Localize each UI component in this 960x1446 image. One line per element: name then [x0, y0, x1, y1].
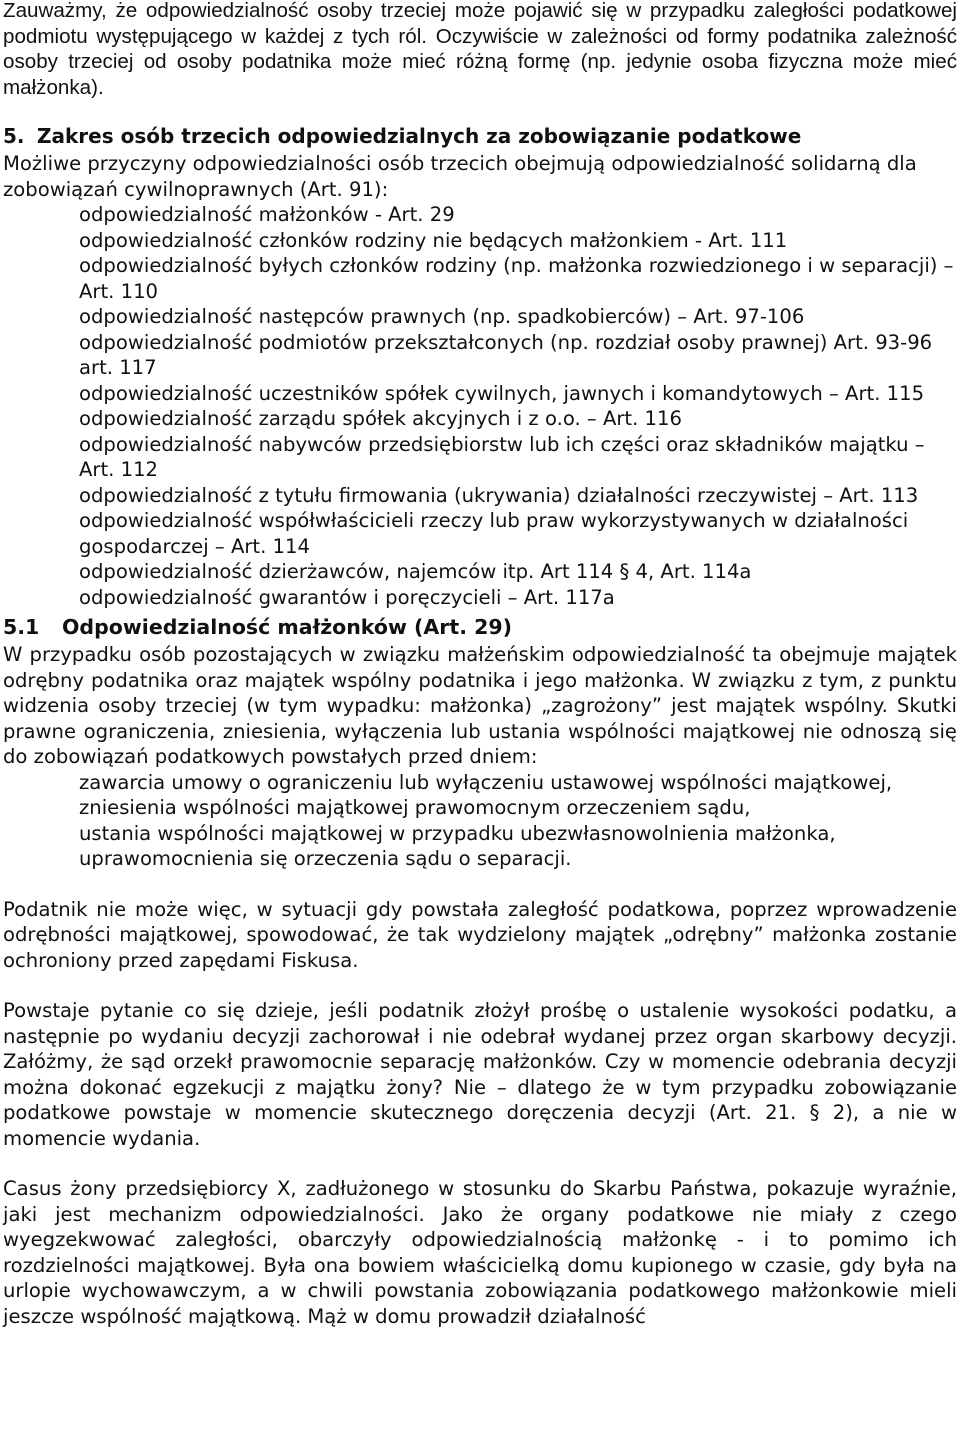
list-item: odpowiedzialność dzierżawców, najemców itp. Art 114 § 4, Art. 114a — [79, 560, 752, 583]
list-item: odpowiedzialność byłych członków rodziny (np. małżonka rozwiedzionego i w separacji) – Art. 110 — [79, 254, 954, 303]
section-5-1-number: 5.1 — [3, 615, 40, 639]
list-item: odpowiedzialność współwłaścicieli rzeczy lub praw wykorzystywanych w działalności gospodarczej – Art. 114 — [79, 509, 909, 558]
list-item: ustania wspólności majątkowej w przypadku ubezwłasnowolnienia małżonka, — [79, 821, 836, 845]
community-property-list — [3, 770, 957, 872]
list-item: odpowiedzialność nabywców przedsiębiorstw lub ich części oraz składników majątku – Art. 112 — [79, 432, 925, 481]
list-item: odpowiedzialność gwarantów i poręczycieli – Art. 117a — [79, 585, 615, 609]
list-item: odpowiedzialność uczestników spółek cywilnych, jawnych i komandytowych – Art. 115 — [79, 381, 925, 405]
list-item: zawarcia umowy o ograniczeniu lub wyłączeniu ustawowej wspólności majątkowej, — [79, 770, 893, 794]
taxpayer-paragraph: Podatnik nie może więc, w sytuacji gdy powstała zaległość podatkowa, poprzez wprowadzenie odrębności majątkowej, spowodować, że tak wydzielony majątek „odrębny” małżonka zostanie ochroniony przed zapędami Fiskusa. — [3, 897, 957, 972]
list-item: odpowiedzialność podmiotów przekształconych (np. rozdział osoby prawnej) Art. 93-96 art. 117 — [79, 330, 933, 379]
section-5-1-heading — [3, 614, 957, 640]
list-item: odpowiedzialność małżonków - Art. 29 — [79, 203, 455, 226]
question-paragraph: Powstaje pytanie co się dzieje, jeśli podatnik złożył prośbę o ustalenie wysokości podatku, a następnie po wydaniu decyzji zachorował i nie odebrał wydanej przez organ skarbowy decyzji. Załóżmy, że sąd orzekł prawomocnie separację małżonków. Czy w momencie odebrania decyzji można dokonać egzekucji z majątku żony? Nie – dlatego że w tym przypadku zobowiązanie podatkowe powstaje w momencie skutecznego doręczenia decyzji (Art. 21. § 2), a nie w momencie wydania. — [3, 999, 957, 1150]
section-5-title: Zakres osób trzecich odpowiedzialnych za zobowiązanie podatkowe — [37, 124, 802, 148]
list-item: odpowiedzialność zarządu spółek akcyjnych i z o.o. – Art. 116 — [79, 407, 682, 430]
section-5-number: 5. — [3, 124, 25, 148]
list-item: odpowiedzialność następców prawnych (np. spadkobierców) – Art. 97-106 — [79, 305, 805, 328]
section-5-lead: Możliwe przyczyny odpowiedzialności osób trzecich obejmują odpowiedzialność solidarną dla zobowiązań cywilnoprawnych (Art. 91): — [3, 152, 917, 201]
list-item: zniesienia wspólności majątkowej prawomocnym orzeczeniem sądu, — [79, 796, 751, 819]
section-5-1-title: Odpowiedzialność małżonków (Art. 29) — [62, 615, 513, 639]
spouses-paragraph: W przypadku osób pozostających w związku małżeńskim odpowiedzialność ta obejmuje majątek odrębny podatnika oraz majątek wspólny podatnika i jego małżonka. W związku z tym, z punktu widzenia osoby trzeciej (w tym wypadku: małżonka) „zagrożony” jest majątek wspólny. Skutki prawne ograniczenia, zniesienia, wyłączenia lub ustania wspólności majątkowej nie odnoszą się do zobowiązań podatkowych powstałych przed dniem: — [3, 643, 957, 768]
list-item: uprawomocnienia się orzeczenia sądu o separacji. — [79, 847, 572, 870]
liability-list — [3, 202, 957, 610]
list-item: odpowiedzialność członków rodziny nie będących małżonkiem - Art. 111 — [79, 228, 788, 252]
section-5-heading — [3, 123, 957, 149]
list-item: odpowiedzialność z tytułu firmowania (ukrywania) działalności rzeczywistej – Art. 113 — [79, 483, 919, 507]
casus-paragraph: Casus żony przedsiębiorcy X, zadłużonego w stosunku do Skarbu Państwa, pokazuje wyraźnie, jaki jest mechanizm odpowiedzialności. Jako że organy podatkowe nie miały z czego wyegzekwować zaległości, obarczyły odpowiedzialnością małżonkę - i to pomimo ich rozdzielności majątkowej. Była ona bowiem właścicielką domu kupionego w czasie, gdy była na urlopie wychowawczym, a w chwili powstania zobowiązania podatkowego małżonkowie mieli jeszcze wspólność majątkową. Mąż w domu prowadził działalność — [3, 1177, 957, 1328]
intro-paragraph: Zauważmy, że odpowiedzialność osoby trzeciej może pojawić się w przypadku zaległości podatkowej podmiotu występującego w każdej z tych ról. Oczywiście w zależności od formy podatnika zależność osoby trzeciej od osoby podatnika może mieć różną formę (np. jedynie osoba fizyczna może mieć małżonka). — [3, 0, 957, 99]
document-page — [3, 0, 957, 1329]
